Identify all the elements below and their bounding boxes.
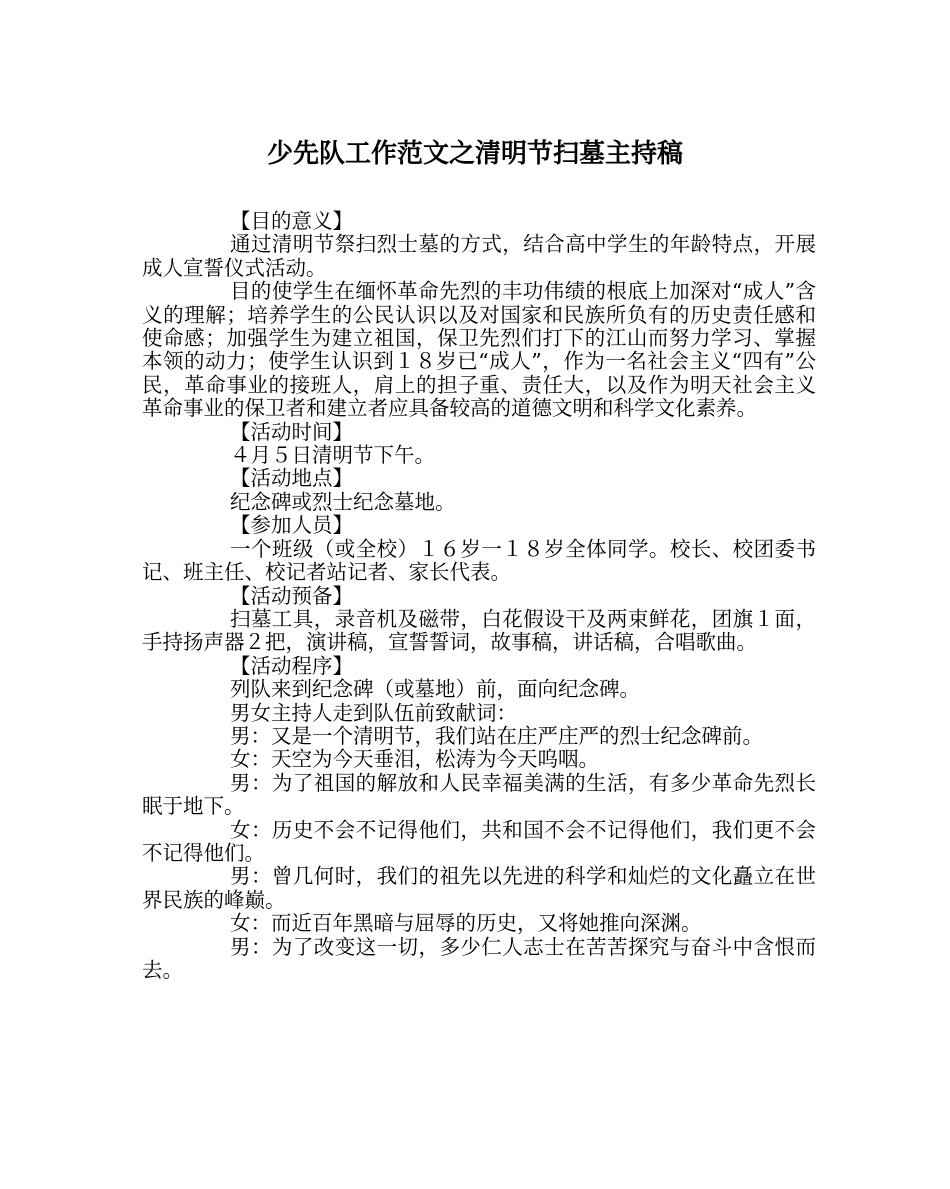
paragraph: 扫墓工具，录音机及磁带，白花假设干及两束鲜花，团旗１面，手持扬声器２把，演讲稿，宣誓誓词，故事稿，讲话稿，合唱歌曲。 bbox=[142, 606, 816, 655]
section-heading-procedure: 【活动程序】 bbox=[230, 653, 353, 678]
paragraph: ４月５日清明节下午。 bbox=[230, 443, 435, 468]
dialogue-line: 女：历史不会不记得他们，共和国不会不记得他们，我们更不会不记得他们。 bbox=[142, 817, 816, 865]
dialogue-line: 男：又是一个清明节，我们站在庄严庄严的烈士纪念碑前。 bbox=[230, 723, 763, 748]
section-heading-location: 【活动地点】 bbox=[230, 466, 353, 491]
paragraph: 目的使学生在缅怀革命先烈的丰功伟绩的根底上加深对“成人”含义的理解；培养学生的公民认识以及对国家和民族所负有的历史责任感和使命感；加强学生为建立祖国，保卫先烈们打下的江山而努力学习、掌握本领的动力；使学生认识到１８岁已“成人”，作为一名社会主义“四有”公民，革命事业的接班人，肩上的担子重、责任大，以及作为明天社会主义革命事业的保卫者和建立者应具备较高的道德文明和科学文化素养。 bbox=[142, 279, 816, 421]
dialogue-line: 男：曾几何时，我们的祖先以先进的科学和灿烂的文化矗立在世界民族的峰巅。 bbox=[142, 864, 816, 912]
document-body bbox=[142, 210, 816, 982]
paragraph: 通过清明节祭扫烈士墓的方式，结合高中学生的年龄特点，开展成人宣誓仪式活动。 bbox=[142, 232, 816, 280]
dialogue-line: 男：为了祖国的解放和人民幸福美满的生活，有多少革命先烈长眠于地下。 bbox=[142, 770, 816, 819]
paragraph: 列队来到纪念碑（或墓地）前，面向纪念碑。 bbox=[230, 677, 640, 702]
section-heading-time: 【活动时间】 bbox=[230, 419, 353, 444]
dialogue-line: 女：天空为今天垂泪，松涛为今天呜咽。 bbox=[230, 747, 599, 772]
paragraph: 一个班级（或全校）１６岁一１８岁全体同学。校长、校团委书记、班主任、校记者站记者、家长代表。 bbox=[142, 536, 816, 585]
dialogue-line: 女：而近百年黑暗与屈辱的历史，又将她推向深渊。 bbox=[230, 911, 702, 936]
section-heading-participants: 【参加人员】 bbox=[230, 513, 353, 538]
paragraph: 男女主持人走到队伍前致献词： bbox=[230, 700, 517, 725]
dialogue-line: 男：为了改变这一切，多少仁人志士在苦苦探究与奋斗中含恨而去。 bbox=[142, 934, 816, 982]
section-heading-preparation: 【活动预备】 bbox=[230, 583, 353, 608]
section-heading-purpose: 【目的意义】 bbox=[230, 209, 353, 233]
document-title: 少先队工作范文之清明节扫墓主持稿 bbox=[266, 139, 683, 169]
paragraph: 纪念碑或烈士纪念墓地。 bbox=[230, 489, 456, 514]
